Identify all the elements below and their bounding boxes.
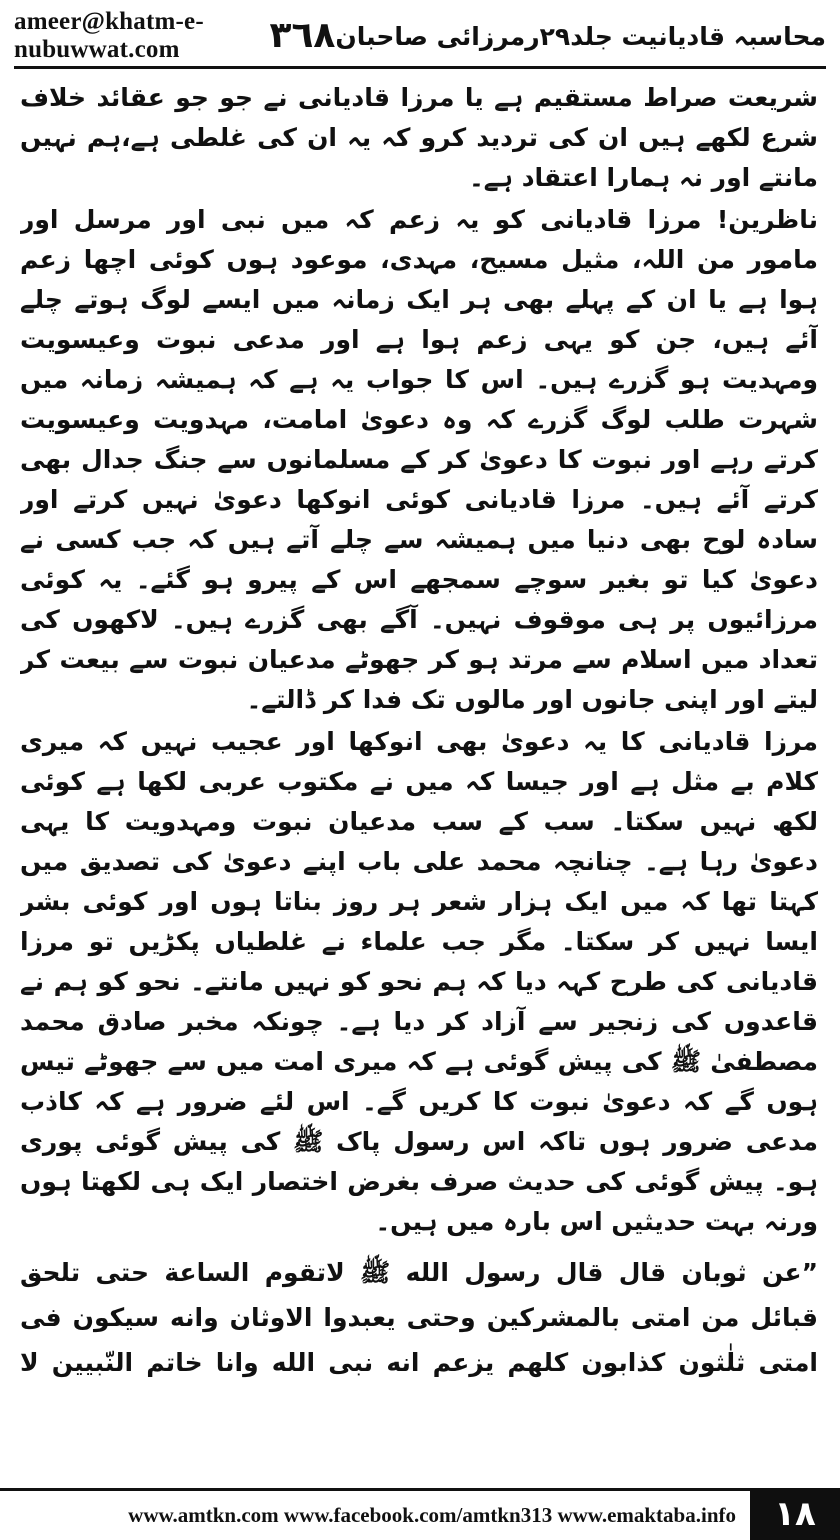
footer-links[interactable]: www.amtkn.com www.facebook.com/amtkn313 www.emaktaba.info — [0, 1488, 750, 1540]
hadith-arabic-text: ”عن ثوبان قال قال رسول الله ﷺ لاتقوم الساعة حتی تلحق قبائل من امتی بالمشرکین وحتی یعبدوا الاوثان وانه سیکون فی امتی ثلٰثون کذابون کلهم یزعم انه نبی الله وانا خاتم النّبیین لا — [20, 1258, 818, 1377]
header-divider — [14, 66, 826, 69]
header-email[interactable]: ameer@khatm-e-nubuwwat.com — [14, 8, 204, 63]
body-paragraph: ناظرین! مرزا قادیانی کو یہ زعم کہ میں نبی اور مرسل اور مامور من اللہ، مثیل مسیح، مہدی، موعود ہوں کوئی اچھا زعم ہوا ہے یا ان کے پہلے بھی ہر ایک زمانہ میں ایسے لوگ ہوتے چلے آئے ہیں، جن کو یہی زعم ہوا ہے اور مدعی نبوت وعیسویت ومہدیت ہو گزرے ہیں۔ اس کا جواب یہ ہے کہ ہمیشہ زمانہ میں شہرت طلب لوگ گزرے کہ وہ دعویٰ امامت، مہدویت وعیسویت کرتے رہے اور نبوت کا دعویٰ کر کے مسلمانوں سے جنگ جدال بھی کرتے آئے ہیں۔ مرزا قادیانی کوئی انوکھا دعویٰ نہیں کرتے اور سادہ لوح بھی دنیا میں ہمیشہ سے چلے آتے ہیں کہ جب کسی نے دعویٰ کیا تو بغیر سوچے سمجھے اس کے پیرو ہو گئے۔ یہ کوئی مرزائیوں پر ہی موقوف نہیں۔ آگے بھی گزرے ہیں۔ لاکھوں کی تعداد میں اسلام سے مرتد ہو کر جھوٹے مدعیان نبوت سے بیعت کر لیتے اور اپنی جانوں اور مالوں تک فدا کر ڈالتے۔ — [20, 205, 818, 714]
footer-page-number: ١٨ — [750, 1488, 840, 1540]
hadith-paragraph — [20, 1250, 818, 1383]
page-body — [20, 78, 818, 1383]
header-left — [14, 8, 335, 64]
body-paragraph: شریعت صراط مستقیم ہے یا مرزا قادیانی نے جو جو عقائد خلاف شرع لکھے ہیں ان کی تردید کرو کہ یہ ان کی غلطی ہے،ہم نہیں مانتے اور نہ ہمارا اعتقاد ہے۔ — [20, 83, 818, 192]
page-header — [14, 10, 826, 62]
header-page-number: ٣٦٨ — [269, 15, 336, 56]
book-title: محاسبہ قادیانیت جلد۲۹رمرزائی صاحبان — [335, 21, 826, 51]
body-paragraph: مرزا قادیانی کا یہ دعویٰ بھی انوکھا اور عجیب نہیں کہ میری کلام بے مثل ہے اور جیسا کہ میں نے مکتوب عربی لکھا ہے کوئی لکھ نہیں سکتا۔ سب کے سب مدعیان نبوت ومہدویت کا یہی دعویٰ رہا ہے۔ چنانچہ محمد علی باب اپنے دعویٰ کی تصدیق میں کہتا تھا کہ میں ایک ہزار شعر ہر روز بناتا ہوں اور کوئی بشر ایسا نہیں کر سکتا۔ مگر جب علماء نے غلطیاں پکڑیں تو مرزا قادیانی کی طرح کہہ دیا کہ ہم نحو کو نہیں مانتے۔ نحو کو ہم نے قاعدوں کی زنجیر سے آزاد کر دیا ہے۔ چونکہ مخبر صادق محمد مصطفیٰ ﷺ کی پیش گوئی ہے کہ میری امت میں سے جھوٹے تیس ہوں گے کہ دعویٰ نبوت کا کریں گے۔ اس لئے ضرور ہے کہ کاذب مدعی ضرور ہوں تاکہ اس رسول پاک ﷺ کی پیش گوئی پوری ہو۔ پیش گوئی کی حدیث صرف بغرض اختصار ایک ہی لکھتا ہوں ورنہ بہت حدیثیں اس بارہ میں ہیں۔ — [20, 727, 818, 1236]
page-footer — [0, 1488, 840, 1540]
